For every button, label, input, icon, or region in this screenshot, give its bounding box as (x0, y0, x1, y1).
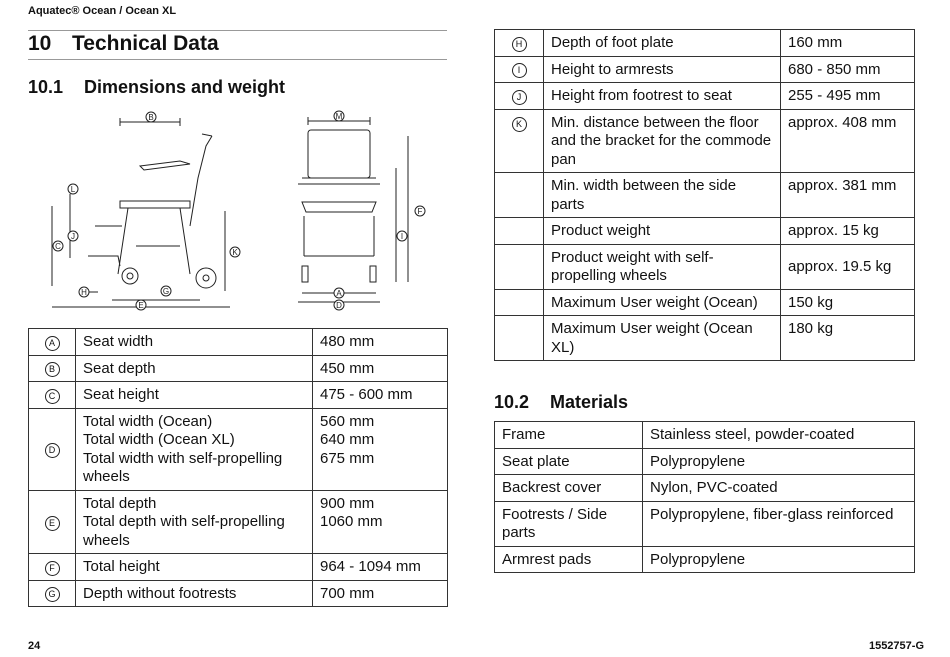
table-row: H Depth of foot plate 160 mm (495, 30, 915, 57)
section-title-materials: 10.2 Materials (494, 392, 629, 412)
key-badge: G (45, 587, 60, 602)
chapter-rule (28, 59, 447, 60)
header-rule (28, 30, 447, 31)
key-badge: H (512, 37, 527, 52)
section-title-dimensions: 10.1 Dimensions and weight (28, 77, 286, 97)
table-row: K Min. distance between the floor and the bracket for the commode pan approx. 408 mm (495, 109, 915, 173)
table-row: B Seat depth 450 mm (29, 355, 448, 382)
key-badge: E (45, 516, 60, 531)
table-row: Footrests / Side parts Polypropylene, fiber-glass reinforced (495, 501, 915, 546)
svg-text:D: D (336, 301, 342, 310)
diagram-label: B (148, 113, 154, 122)
table-row: F Total height 964 - 1094 mm (29, 554, 448, 581)
materials-table (494, 421, 915, 573)
table-row: J Height from footrest to seat 255 - 495 mm (495, 83, 915, 110)
table-row: G Depth without footrests 700 mm (29, 580, 448, 607)
table-row: Seat plate Polypropylene (495, 448, 915, 475)
svg-text:K: K (232, 248, 238, 257)
dimensions-table-left (28, 328, 448, 607)
table-row: Armrest pads Polypropylene (495, 546, 915, 573)
table-row: Product weight with self-propelling wheels approx. 19.5 kg (495, 244, 915, 289)
key-badge: A (45, 336, 60, 351)
svg-text:A: A (336, 289, 342, 298)
key-badge: D (45, 443, 60, 458)
svg-text:C: C (55, 242, 61, 251)
key-badge: C (45, 389, 60, 404)
svg-text:H: H (81, 288, 87, 297)
key-badge: F (45, 561, 60, 576)
svg-text:F: F (417, 207, 423, 216)
dimensions-table-right (494, 29, 915, 361)
table-row: Backrest cover Nylon, PVC-coated (495, 475, 915, 502)
table-row: A Seat width 480 mm (29, 329, 448, 356)
document-id: 1552757-G (868, 640, 924, 652)
key-badge: I (512, 63, 527, 78)
svg-text:M: M (335, 112, 343, 121)
svg-text:E: E (138, 301, 144, 310)
table-row: Maximum User weight (Ocean) 150 kg (495, 289, 915, 316)
svg-text:G: G (162, 287, 170, 296)
svg-text:J: J (71, 232, 75, 241)
dimension-diagram (40, 106, 440, 316)
table-row: D Total width (Ocean) Total width (Ocean XL) Total width with self-propelling wheels 560 mm 640 mm 675 mm (29, 408, 448, 490)
table-row: I Height to armrests 680 - 850 mm (495, 56, 915, 83)
svg-text:L: L (70, 185, 76, 194)
table-row: E Total depth Total depth with self-propelling wheels 900 mm 1060 mm (29, 490, 448, 554)
table-row: Min. width between the side parts approx. 381 mm (495, 173, 915, 218)
page-number: 24 (28, 640, 41, 652)
key-badge: K (512, 117, 527, 132)
table-row: Product weight approx. 15 kg (495, 218, 915, 245)
svg-text:I: I (400, 232, 404, 241)
chapter-title: 10 Technical Data (28, 32, 219, 55)
running-header: Aquatec® Ocean / Ocean XL (28, 5, 177, 17)
table-row: Maximum User weight (Ocean XL) 180 kg (495, 316, 915, 361)
key-badge: J (512, 90, 527, 105)
table-row: C Seat height 475 - 600 mm (29, 382, 448, 409)
table-row: Frame Stainless steel, powder-coated (495, 422, 915, 449)
key-badge: B (45, 362, 60, 377)
